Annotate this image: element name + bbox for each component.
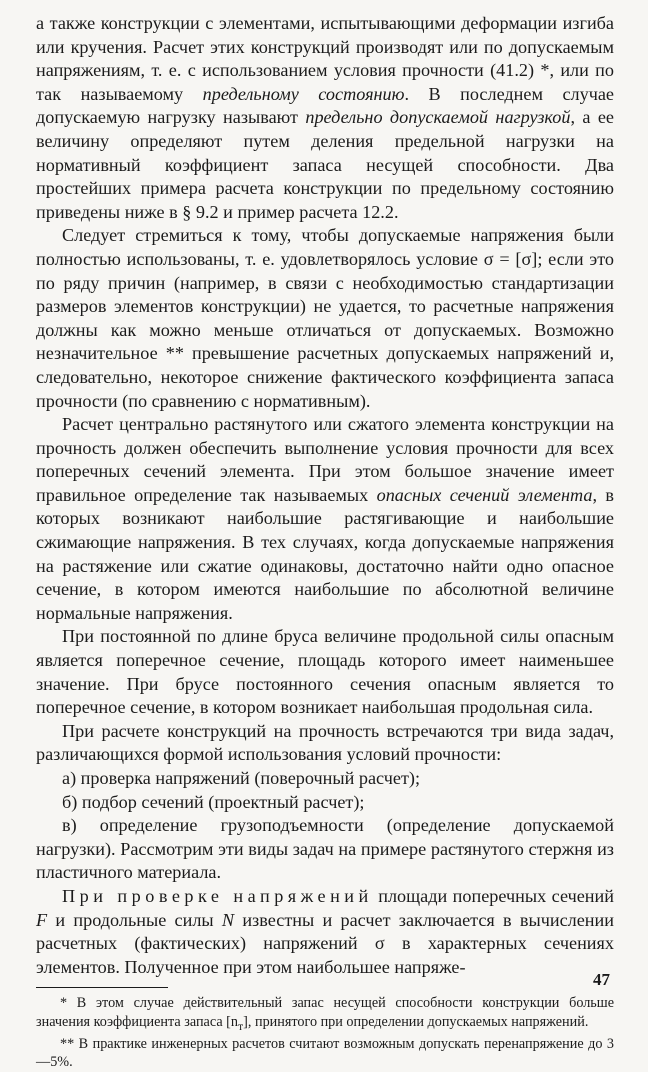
text: . В последнем случае допускаемую нагрузку называют	[36, 83, 614, 128]
term-dangerous-sections: опасных сечений элемента	[376, 484, 593, 505]
footnote-2: ** В практике инженерных расчетов считают возможным допускать перенапряжение до 3—5%.	[36, 1035, 614, 1071]
text: а также конструкции с элементами, испытывающими деформации изгиба или кручения. Расчет этих конструкций производят или по допускаемым напряжениям, т. е. с использованием условия прочности (41.2) *, или по так называемому	[36, 13, 614, 104]
symbol-F: F	[36, 909, 48, 930]
text: , а ее величину определяют путем деления предельной нагрузки на нормативный коэффициент запаса несущей способности. Два простейших примера расчета конструкции по предельному состоянию приведены ниже в § 9.2 и пример расчета 12.2.	[36, 107, 615, 222]
term-limit-state: предельному состоянию	[202, 83, 405, 104]
spaced-heading-text: При проверке напряжений	[62, 885, 373, 906]
list-item-a: а) проверка напряжений (поверочный расчет);	[62, 768, 421, 788]
symbol-N: N	[221, 909, 235, 930]
subscript: т	[237, 1018, 244, 1033]
paragraph-6	[36, 885, 614, 979]
page-number: 47	[593, 970, 610, 989]
footnote-1	[36, 994, 614, 1035]
text: * В этом случае действительный запас несущей способности конструкции больше значения коэффициента запаса [n	[36, 995, 614, 1030]
text: ], принятого при определении допускаемых напряжений.	[243, 1013, 589, 1030]
paragraph-3	[36, 413, 614, 625]
list-item-c: в) определение грузоподъемности (определение допускаемой нагрузки). Рассмотрим эти виды задач на примере растянутого стержня из пластичного материала.	[36, 815, 614, 883]
text: Расчет центрально растянутого или сжатого элемента конструкции на прочность должен обеспечить выполнение условия прочности для всех поперечных сечений элемента. При этом большое значение имеет правильное определение так называемых	[36, 414, 614, 505]
paragraph-4: При постоянной по длине бруса величине продольной силы опасным является поперечное сечение, площадь которого имеет наименьшее значение. При брусе постоянного сечения опасным является то поперечное сечение, в котором возникает наибольшая продольная сила.	[36, 626, 614, 718]
text: площади поперечных сечений	[372, 885, 615, 906]
paragraph-5: При расчете конструкций на прочность встречаются три вида задач, различающихся формой использования условий прочности:	[36, 720, 614, 765]
footnote-divider	[36, 987, 168, 988]
text: известны и расчет заключается в вычислении расчетных (фактических) напряжений σ в характерных сечениях элементов. Полученное при этом наибольшее напряже-	[36, 909, 614, 977]
text: и продольные силы	[47, 909, 222, 930]
list-item-b: б) подбор сечений (проектный расчет);	[62, 791, 365, 812]
paragraph-1	[36, 12, 614, 224]
term-limit-allowable-load: предельно допускаемой нагрузкой	[305, 107, 571, 128]
paragraph-2: Следует стремиться к тому, чтобы допускаемые напряжения были полностью использованы, т. е. удовлетворялось условие σ = [σ]; если это по ряду причин (например, в связи с необходимостью стандартизации размеров элементов конструкции) не удается, то расчетные напряжения должны как можно меньше отличаться от допускаемых. Возможно незначительное ** превышение расчетных допускаемых напряжений и, следовательно, некоторое снижение фактического коэффициента запаса прочности (по сравнению с нормативным).	[36, 225, 614, 411]
text: , в которых возникают наибольшие растягивающие и наибольшие сжимающие напряжения. В тех случаях, когда допускаемые напряжения на растяжение или сжатие одинаковы, достаточно найти одно опасное сечение, в котором имеются наибольшие по абсолютной величине нормальные напряжения.	[36, 484, 614, 623]
